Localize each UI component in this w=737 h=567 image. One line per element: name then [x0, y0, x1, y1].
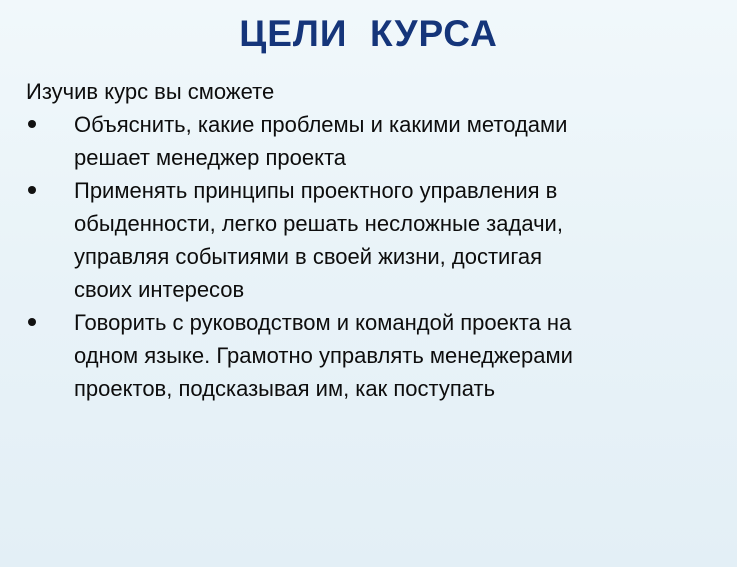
bullet-item-explain [26, 108, 726, 174]
intro-text: Изучив курс вы сможете [26, 79, 275, 104]
bullet-dot-icon [28, 318, 36, 326]
bullet-line: проектов, подсказывая им, как поступать [74, 376, 496, 401]
bullet-item-apply [26, 174, 726, 306]
bullet-line: решает менеджер проекта [74, 145, 347, 170]
bullet-line: Применять принципы проектного управления в [74, 178, 558, 203]
bullet-item-communicate [26, 306, 726, 405]
bullet-line: одном языке. Грамотно управлять менеджерами [74, 343, 573, 368]
bullet-dot-icon [28, 186, 36, 194]
bullet-line: обыденности, легко решать несложные задачи, [74, 211, 563, 236]
bullet-line: Объяснить, какие проблемы и какими методами [74, 112, 568, 137]
bullet-list [26, 108, 726, 405]
bullet-line: своих интересов [74, 277, 245, 302]
bullet-line: Говорить с руководством и командой проекта на [74, 310, 572, 335]
bullet-line: управляя событиями в своей жизни, достигая [74, 244, 543, 269]
bullet-dot-icon [28, 120, 36, 128]
slide-content [26, 75, 726, 405]
slide-title: ЦЕЛИ КУРСА [239, 13, 498, 54]
